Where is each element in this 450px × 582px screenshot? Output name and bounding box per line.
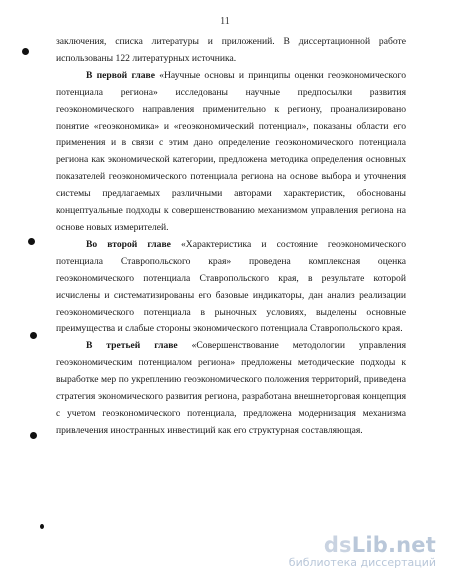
- watermark-logo-prefix: ds: [323, 533, 352, 557]
- paragraph-text: «Характеристика и состояние геоэкономического потенциала Ставропольского края» проведена комплексная оценка геоэкономического потенциала Ставропольского края, в результате которой исчислены и систематизированы его базовые индикаторы, дан анализ реализации геоэкономического потенциала в рыночных условиях, выделены основные преимущества и слабые стороны экономического потенциала Ставропольского края.: [56, 238, 407, 335]
- margin-mark: [28, 238, 35, 245]
- body-text: [56, 34, 406, 440]
- paragraph-chapter-2: [56, 237, 406, 338]
- page-number: 11: [220, 16, 230, 27]
- paragraph-intro: [56, 34, 406, 68]
- chapter-lead: Во второй главе: [86, 238, 171, 250]
- margin-mark: [30, 332, 37, 339]
- watermark-subtitle: библиотека диссертаций: [288, 556, 436, 569]
- paragraph-text: «Научные основы и принципы оценки геоэкономического потенциала региона» исследованы научные предпосылки развития геоэкономического направления применительно к региону, проанализировано понятие «геоэкономика» и «геоэкономический потенциал», показаны области его применения и в связи с этим дано определение геоэкономического потенциала региона как экономической категории, предложена методика определения основных показателей геоэкономического потенциала региона на основе выбора и уточнения системы предлагаемых различными авторами характеристик, обоснованы концептуальные подходы к совершенствованию механизмом управления региона на основе новых измерителей.: [56, 69, 406, 233]
- margin-mark: [22, 48, 29, 55]
- paragraph-text: «Совершенствование методологии управления геоэкономическим потенциалом региона» предложены методические подходы к выработке мер по укреплению геоэкономического положения территорий, приведена стратегия экономического развития региона, разработана внешнеторговая концепция с учетом геоэкономического потенциала, предложена модернизация механизма привлечения иностранных инвестиций как его структурная составляющая.: [56, 340, 406, 436]
- watermark-logo-rest: Lib.net: [351, 533, 436, 557]
- watermark-logo: [289, 534, 436, 556]
- paragraph-chapter-1: [56, 68, 406, 237]
- chapter-lead: В третьей главе: [86, 340, 178, 352]
- margin-mark: [30, 432, 37, 439]
- paragraph-text: заключения, списка литературы и приложений. В диссертационной работе использованы 122 литературных источника.: [56, 36, 406, 64]
- site-watermark: [289, 534, 436, 570]
- margin-mark: [40, 524, 44, 529]
- paragraph-chapter-3: [56, 338, 406, 439]
- chapter-lead: В первой главе: [86, 69, 155, 81]
